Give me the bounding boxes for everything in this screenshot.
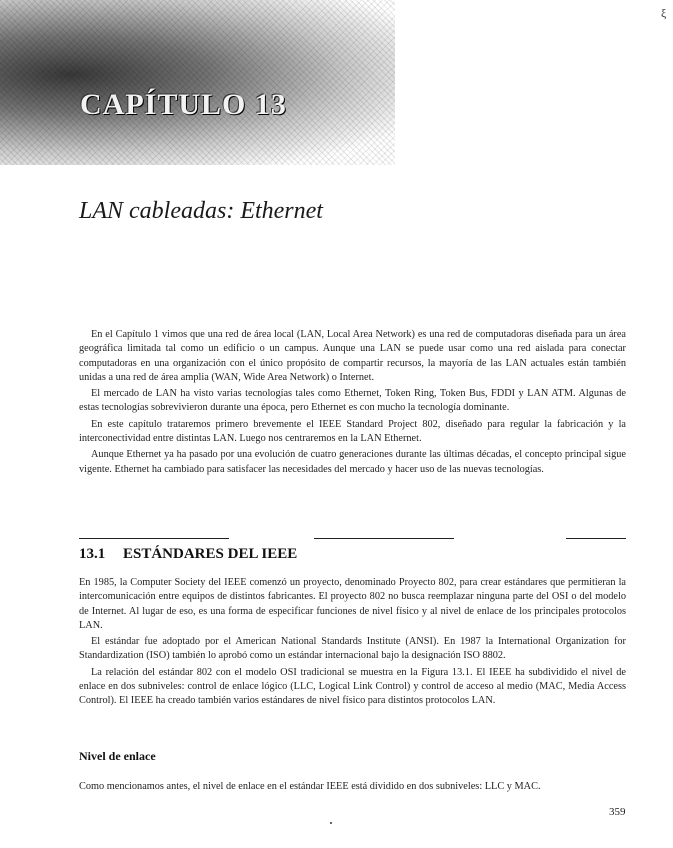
section-paragraph: En 1985, la Computer Society del IEEE comenzó un proyecto, denominado Proyecto 802, para crear estándares que permitieran la intercomunicación entre equipos de distintos fabricantes. El proyecto 802 no busca reemplazar ninguna parte del OSI o del modelo de Internet. Al lugar de eso, es una forma de especificar funciones de nivel físico y al nivel de enlace de los principales protocolos LAN. [79,577,626,631]
section-rule [314,538,454,539]
corner-mark: ξ [661,6,667,20]
footer-dot [330,822,332,824]
intro-paragraph: Aunque Ethernet ya ha pasado por una evolución de cuatro generaciones durante las últimas décadas, el concepto principal sigue vigente. Ethernet ha cambiado para satisfacer las necesidades del mercado y hacer uso de las nuevas tecnologías. [79,449,626,475]
section-text [79,576,626,709]
subsection-heading: Nivel de enlace [79,749,156,763]
section-rule [566,538,626,539]
subsection-paragraph: Como mencionamos antes, el nivel de enlace en el estándar IEEE está dividido en dos subniveles: LLC y MAC. [79,781,541,792]
page-number: 359 [609,806,626,818]
subsection-text [79,780,626,794]
chapter-label: CAPÍTULO 13 [80,88,287,121]
section-number: 13.1 [79,546,106,562]
section-rule [79,538,229,539]
intro-paragraph: En el Capítulo 1 vimos que una red de área local (LAN, Local Area Network) es una red de computadoras diseñada para un área geográfica limitada tal como un edificio o un campus. Aunque una LAN se puede usar como una red aislada para conectar computadoras en una organización con el único propósito de compartir recursos, la mayoría de las LAN actuales están también unidas a una red de área amplia (WAN, Wide Area Network) o Internet. [79,329,626,383]
intro-text [79,328,626,477]
intro-paragraph: En este capítulo trataremos primero brevemente el IEEE Standard Project 802, diseñado para regular la fabricación y la interconectividad entre distintas LAN. Luego nos centraremos en la LAN Ethernet. [79,418,626,445]
chapter-title: LAN cableadas: Ethernet [79,198,323,224]
intro-paragraph: El mercado de LAN ha visto varias tecnologías tales como Ethernet, Token Ring, Token Bus, FDDI y LAN ATM. Algunas de estas tecnologías sobrevivieron durante una época, pero Ethernet es con mucho la tecnología dominante. [79,388,626,414]
section-title: ESTÁNDARES DEL IEEE [123,546,298,562]
section-paragraph: El estándar fue adoptado por el American National Standards Institute (ANSI). En 1987 la International Organization for Standardization (ISO) también lo aprobó como un estándar internacional bajo la designación ISO 8802. [79,636,626,662]
section-heading [79,546,297,563]
section-paragraph: La relación del estándar 802 con el modelo OSI tradicional se muestra en la Figura 13.1. El IEEE ha subdividido el nivel de enlace en dos subniveles: control de enlace lógico (LLC, Logical Link Control) y control de acceso al medio (MAC, Media Access Control). El IEEE ha creado también varios estándares de nivel físico para distintos protocolos LAN. [79,666,626,707]
chapter-banner [0,0,395,165]
